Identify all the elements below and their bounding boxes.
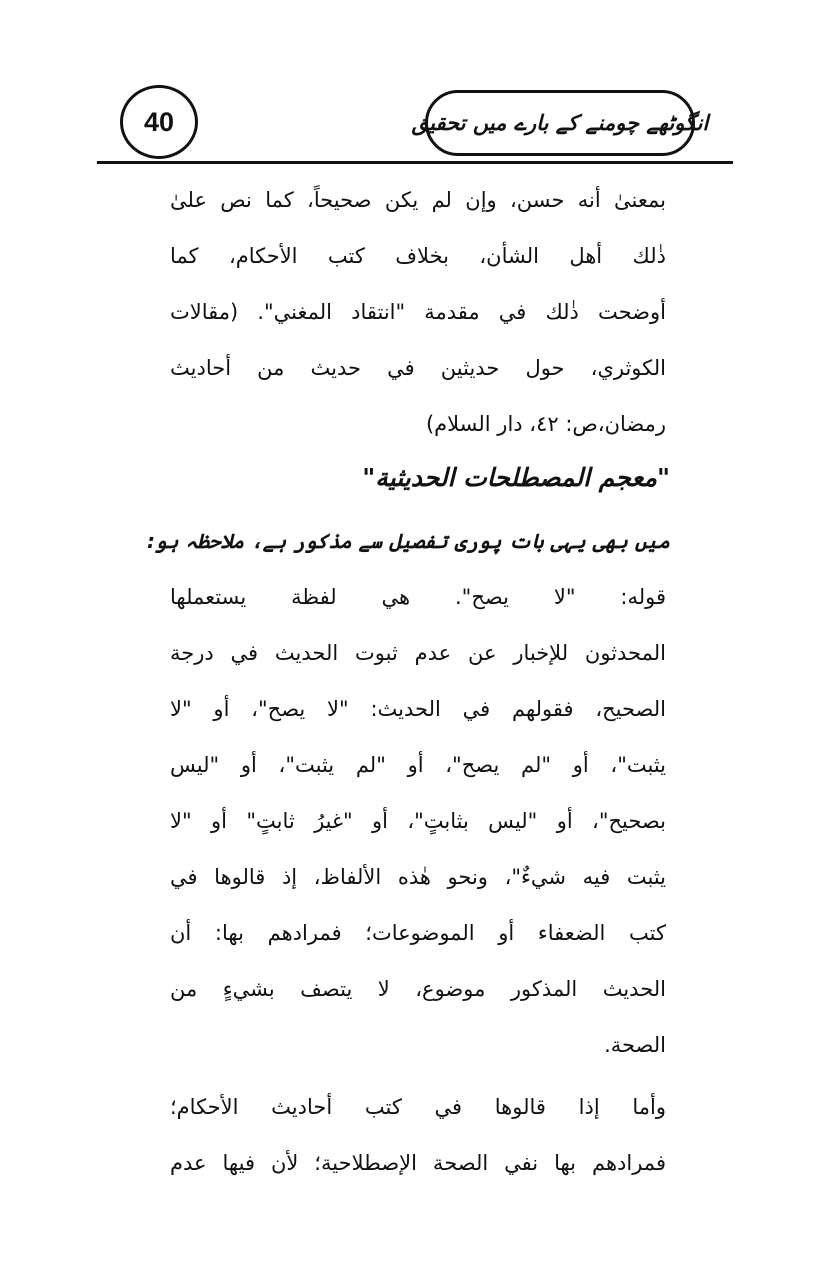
- page-number: 40: [120, 85, 198, 159]
- running-title: انگوٹھے چومنے کے بارے میں تحقیق: [425, 90, 695, 156]
- text-line: أوضحت ذٰلك في مقدمة "انتقاد المغني". (مقالات: [170, 300, 666, 324]
- text-line: بمعنىٰ أنه حسن، وإن لم يكن صحيحاً، كما نص علىٰ: [170, 188, 666, 212]
- urdu-intro-line: میں بھی یہی بات پوری تفصیل سے مذکور ہے، ملاحظہ ہو:: [147, 529, 670, 553]
- text-line: بصحيح"، أو "ليس بثابتٍ"، أو "غيرُ ثابتٍ" أو "لا: [170, 809, 666, 833]
- text-line: الصحة.: [604, 1033, 666, 1057]
- text-line: الصحيح، فقولهم في الحديث: "لا يصح"، أو "لا: [170, 697, 666, 721]
- text-line: يثبت"، أو "لم يصح"، أو "لم يثبت"، أو "ليس: [170, 753, 666, 777]
- header-divider: [97, 161, 733, 164]
- text-line: فمرادهم بها نفي الصحة الإصطلاحية؛ لأن فيها عدم: [170, 1151, 666, 1175]
- text-line: ذٰلك أهل الشأن، بخلاف كتب الأحكام، كما: [170, 244, 666, 268]
- text-line: قوله: "لا يصح". هي لفظة يستعملها: [170, 585, 666, 609]
- section-heading: "معجم المصطلحات الحديثية": [362, 463, 670, 492]
- text-line: المحدثون للإخبار عن عدم ثبوت الحديث في درجة: [170, 641, 666, 665]
- text-line: وأما إذا قالوها في كتب أحاديث الأحكام؛: [170, 1095, 666, 1119]
- text-line: يثبت فيه شيءٌ"، ونحو هٰذه الألفاظ، إذ قالوها في: [170, 865, 666, 889]
- text-line: الكوثري، حول حديثين في حديث من أحاديث: [170, 356, 666, 380]
- text-line: رمضان،ص: ٤٢، دار السلام): [425, 412, 666, 436]
- text-line: كتب الضعفاء أو الموضوعات؛ فمرادهم بها: أن: [170, 921, 666, 945]
- text-line: الحديث المذكور موضوع، لا يتصف بشيءٍ من: [170, 977, 666, 1001]
